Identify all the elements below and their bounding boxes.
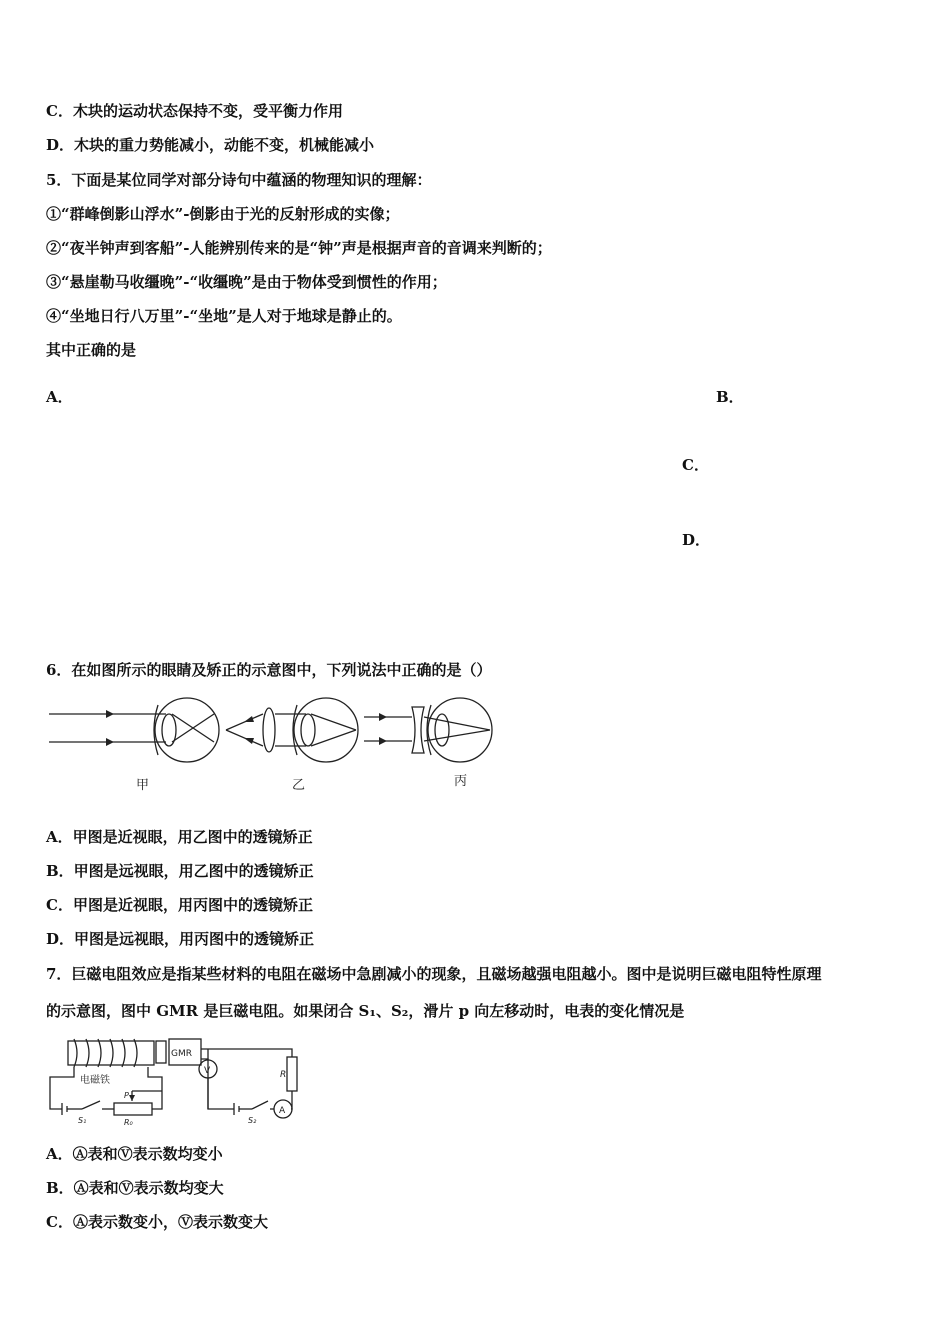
q5-question: 其中正确的是: [46, 341, 137, 359]
q5-option-b: B．: [716, 388, 744, 406]
q5-item-3: ③“悬崖勒马收缰晚”-“收缰晚”是由于物体受到惯性的作用；: [46, 273, 447, 291]
q5-item-4: ④“坐地日行八万里”-“坐地”是人对于地球是静止的。: [46, 307, 402, 325]
q7-option-b: B．Ⓐ表和Ⓥ表示数均变大: [46, 1179, 224, 1197]
q5-option-a: A．: [46, 388, 73, 406]
q6-option-b: B．甲图是远视眼，用乙图中的透镜矫正: [46, 862, 314, 880]
q7-option-c: C．Ⓐ表示数变小，Ⓥ表示数变大: [46, 1213, 268, 1231]
slider-label: P: [124, 1091, 129, 1100]
q5-stem: 5．下面是某位同学对部分诗句中蕴涵的物理知识的理解：: [46, 171, 432, 189]
s1-label: S₁: [78, 1116, 87, 1125]
gmr-label: GMR: [171, 1049, 192, 1059]
eye-diagram: [44, 695, 504, 800]
label-yi: 乙: [292, 778, 306, 793]
s2-label: S₂: [248, 1116, 257, 1125]
gmr-circuit-diagram: [44, 1035, 319, 1127]
eye-bing: [364, 698, 492, 762]
ammeter-label: A: [279, 1106, 286, 1116]
q6-option-c: C．甲图是近视眼，用丙图中的透镜矫正: [46, 896, 313, 914]
q6-option-d: D．甲图是远视眼，用丙图中的透镜矫正: [46, 930, 315, 948]
q5-option-c: C．: [682, 456, 709, 474]
q6-stem: 6．在如图所示的眼睛及矫正的示意图中，下列说法中正确的是（）: [46, 661, 492, 679]
resistor-label: R: [280, 1070, 287, 1080]
q7-stem-line1: 7．巨磁电阻效应是指某些材料的电阻在磁场中急剧减小的现象，且磁场越强电阻越小。图中是说明巨磁电阻特性原理: [46, 965, 822, 983]
q4-option-c: C．木块的运动状态保持不变，受平衡力作用: [46, 102, 343, 120]
electromagnet-label: 电磁铁: [80, 1075, 110, 1086]
q5-option-d: D．: [682, 531, 711, 549]
eye-yi: [226, 698, 358, 762]
r0-label: R₀: [124, 1118, 133, 1127]
q6-option-a: A．甲图是近视眼，用乙图中的透镜矫正: [46, 828, 313, 846]
q5-item-2: ②“夜半钟声到客船”-人能辨别传来的是“钟”声是根据声音的音调来判断的；: [46, 239, 552, 257]
voltmeter-label: V: [204, 1066, 211, 1076]
q5-item-1: ①“群峰倒影山浮水”-倒影由于光的反射形成的实像；: [46, 205, 400, 223]
eye-jia: [49, 698, 219, 762]
q7-stem-line2: 的示意图，图中 GMR 是巨磁电阻。如果闭合 S₁、S₂，滑片 p 向左移动时，电表的变化情况是: [46, 1002, 685, 1020]
label-jia: 甲: [136, 778, 150, 793]
q7-option-a: A．Ⓐ表和Ⓥ表示数均变小: [46, 1145, 223, 1163]
q4-option-d: D．木块的重力势能减小，动能不变，机械能减小: [46, 136, 375, 154]
label-bing: 丙: [454, 774, 468, 789]
